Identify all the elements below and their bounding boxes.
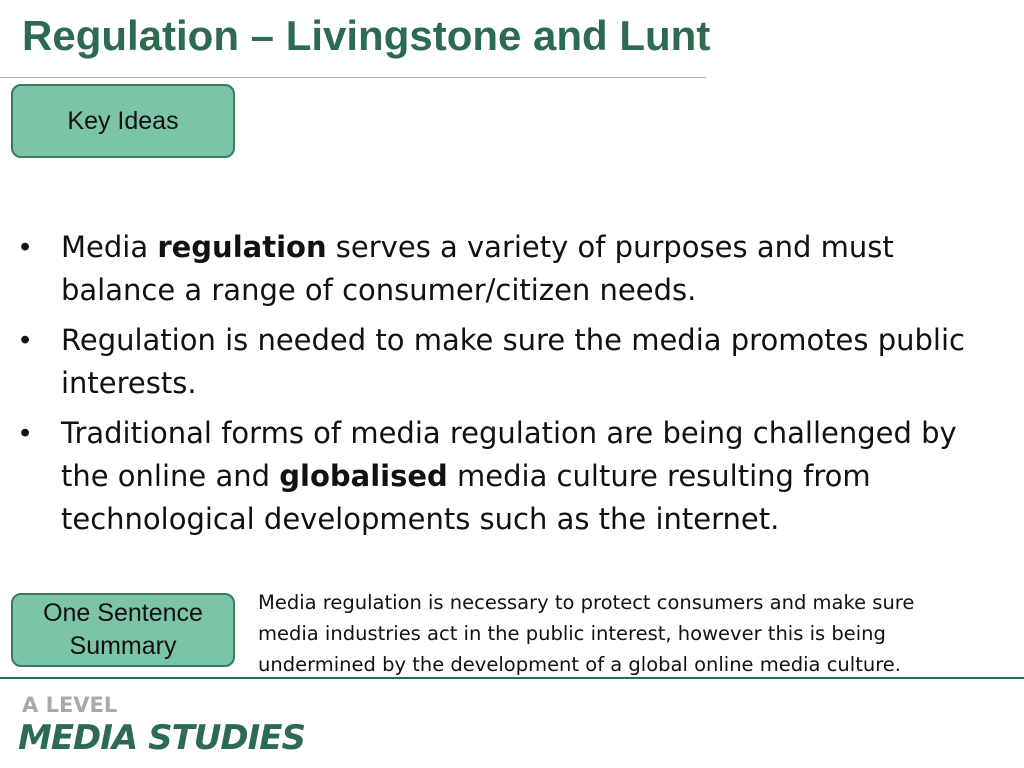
summary-label-line2: Summary xyxy=(69,632,177,660)
bullet-marker: • xyxy=(20,417,31,449)
page-title: Regulation – Livingstone and Lunt xyxy=(22,12,711,59)
logo-media-studies: MEDIA STUDIES xyxy=(18,718,305,758)
bullet-marker: • xyxy=(20,324,31,356)
list-item xyxy=(20,412,1010,541)
summary-label-line1: One Sentence xyxy=(43,599,203,627)
list-item xyxy=(20,319,1010,405)
bullet-text-part: Traditional forms of media regulation are being challenged by the online and xyxy=(61,416,957,493)
one-sentence-summary-label xyxy=(11,593,235,667)
bullet-text-part: serves a variety of purposes and must balance a range of consumer/citizen needs. xyxy=(61,230,894,307)
bullet-text: Regulation is needed to make sure the media promotes public interests. xyxy=(61,323,965,400)
title-divider xyxy=(0,77,706,78)
logo-a-level: A LEVEL xyxy=(22,693,118,717)
key-ideas-list xyxy=(20,226,1010,548)
bold-term-regulation: regulation xyxy=(157,230,327,264)
bullet-marker: • xyxy=(20,231,31,263)
bullet-text-part: Media xyxy=(61,230,158,264)
list-item xyxy=(20,226,1010,312)
bold-term-globalised: globalised xyxy=(279,459,448,493)
key-ideas-label: Key Ideas xyxy=(11,84,235,158)
bullet-text-part: media culture resulting from technological developments such as the internet. xyxy=(61,459,871,536)
summary-text: Media regulation is necessary to protect consumers and make sure media industries act in the public interest, however this is being undermined by the development of a global online media culture. xyxy=(258,591,915,676)
footer-divider xyxy=(0,677,1024,679)
